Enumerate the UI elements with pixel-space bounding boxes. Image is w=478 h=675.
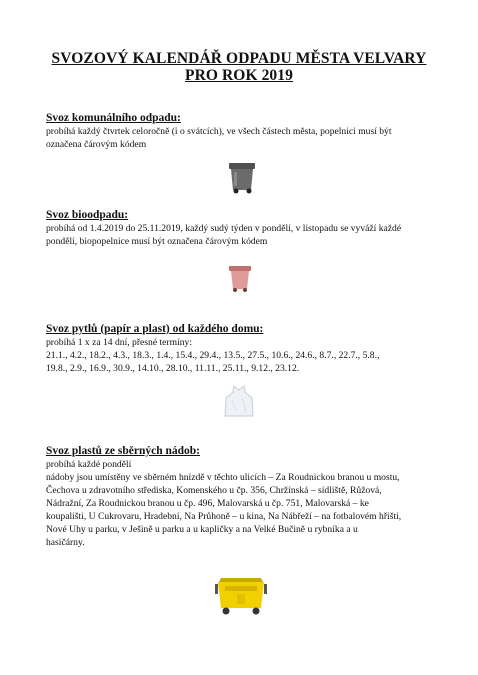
section-line: hasičárny. [46,537,85,548]
title-line-2: PRO ROK 2019 [185,67,293,84]
section-biowaste [46,208,446,248]
section-line: koupališti, U Cukrovaru, Hradební, Na Průhoně – u kina, Na Nábřeží – na fotbalovém hřišti, [46,511,402,522]
section-line: 19.8., 2.9., 16.9., 30.9., 14.10., 28.10., 11.11., 25.11., 9.12., 23.12. [46,363,300,374]
section-line: probíhá 1 x za 14 dní, přesné termíny: [46,337,193,348]
section-line: Nové Uhy u parku, v Ješině u parku a u kapličky a na Velké Bučině u rybníka a u [46,524,358,535]
section-heading: Svoz komunálního odpadu: [46,112,181,124]
section-plastic-containers [46,444,446,549]
section-heading: Svoz bioodpadu: [46,209,129,221]
plastic-bag-icon [222,384,256,420]
section-line: probíhá od 1.4.2019 do 25.11.2019, každý sudý týden v pondělí, v listopadu se vyváží každé [46,223,402,234]
grey-wheelie-bin-icon [228,162,256,194]
section-line: probíhá každé pondělí [46,459,132,470]
pink-bin-icon [228,265,252,293]
section-line: Čechova u zdravotního střediska, Komenského u čp. 356, Chržínská – sídliště, Růžová, [46,485,382,496]
yellow-container-icon [215,574,267,616]
section-line: 21.1., 4.2., 18.2., 4.3., 18.3., 1.4., 15.4., 29.4., 13.5., 27.5., 10.6., 24.6., 8.7., 22.7., 5.8., [46,350,380,361]
section-line: označena čárovým kódem [46,139,147,150]
document-title [20,50,458,84]
section-heading: Svoz pytlů (papír a plast) od každého domu: [46,323,264,335]
section-municipal-waste [46,111,446,151]
section-line: pondělí, biopopelnice musí být označena čárovým kódem [46,236,268,247]
section-line: nádoby jsou umístěny ve sběrném hnízdě v těchto ulicích – Za Roudnickou branou u mostu, [46,472,400,483]
section-line: probíhá každý čtvrtek celoročně (i o svátcích), ve všech částech města, popelnici musí být [46,126,392,137]
section-bags [46,322,446,375]
section-line: Nádražní, Za Roudnickou branou u čp. 496, Malovarská u čp. 751, Malovarská – ke [46,498,369,509]
section-heading: Svoz plastů ze sběrných nádob: [46,445,200,457]
title-line-1: SVOZOVÝ KALENDÁŘ ODPADU MĚSTA VELVARY [51,50,427,67]
